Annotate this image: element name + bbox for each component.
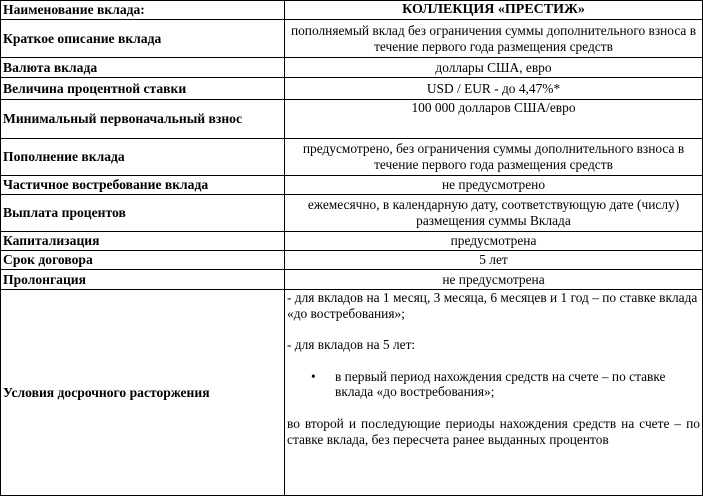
row-value: 100 000 долларов США/евро xyxy=(285,100,703,139)
table-row xyxy=(1,232,703,251)
row-label: Пролонгация xyxy=(1,270,285,290)
table-row xyxy=(1,139,703,176)
table-header-row xyxy=(1,1,703,20)
table-row xyxy=(1,100,703,139)
table-row xyxy=(1,20,703,58)
row-label: Пополнение вклада xyxy=(1,139,285,176)
row-label: Минимальный первоначальный взнос xyxy=(1,100,285,139)
table-row xyxy=(1,78,703,100)
conditions-paragraph: - для вкладов на 5 лет: xyxy=(287,337,416,353)
row-label: Срок договора xyxy=(1,251,285,270)
row-value: доллары США, евро xyxy=(285,58,703,78)
row-value: ежемесячно, в календарную дату, соответствующую дате (числу) размещения суммы Вклада xyxy=(285,195,703,232)
row-label: Величина процентной ставки xyxy=(1,78,285,100)
table-row xyxy=(1,58,703,78)
row-label: Краткое описание вклада xyxy=(1,20,285,58)
table-row xyxy=(1,195,703,232)
header-label: Наименование вклада: xyxy=(1,1,285,20)
table-row xyxy=(1,270,703,290)
row-value: предусмотрено, без ограничения суммы дополнительного взноса в течение первого года размещения средств xyxy=(285,139,703,176)
table-row-conditions xyxy=(1,290,703,496)
table-row xyxy=(1,251,703,270)
row-value: пополняемый вклад без ограничения суммы дополнительного взноса в течение первого года размещения средств xyxy=(285,20,703,58)
conditions-paragraph: - для вкладов на 1 месяц, 3 месяца, 6 месяцев и 1 год – по ставке вклада «до востребования»; xyxy=(287,290,698,321)
conditions-value xyxy=(285,290,703,496)
row-value: не предусмотрено xyxy=(285,176,703,195)
row-value: USD / EUR - до 4,47%* xyxy=(285,78,703,100)
row-value: 5 лет xyxy=(285,251,703,270)
conditions-paragraph: во второй и последующие периоды нахождения средств на счете – по ставке вклада, без пересчета ранее выданных процентов xyxy=(287,415,700,447)
row-label: Выплата процентов xyxy=(1,195,285,232)
row-label: Частичное востребование вклада xyxy=(1,176,285,195)
row-value: не предусмотрена xyxy=(285,270,703,290)
row-value: предусмотрена xyxy=(285,232,703,251)
row-label: Валюта вклада xyxy=(1,58,285,78)
conditions-bullet: • в первый период нахождения средств на счете – по ставке вклада «до востребования»; xyxy=(287,369,700,400)
header-value: КОЛЛЕКЦИЯ «ПРЕСТИЖ» xyxy=(285,1,703,20)
table-row xyxy=(1,176,703,195)
row-label: Условия досрочного расторжения xyxy=(1,290,285,496)
row-label: Капитализация xyxy=(1,232,285,251)
